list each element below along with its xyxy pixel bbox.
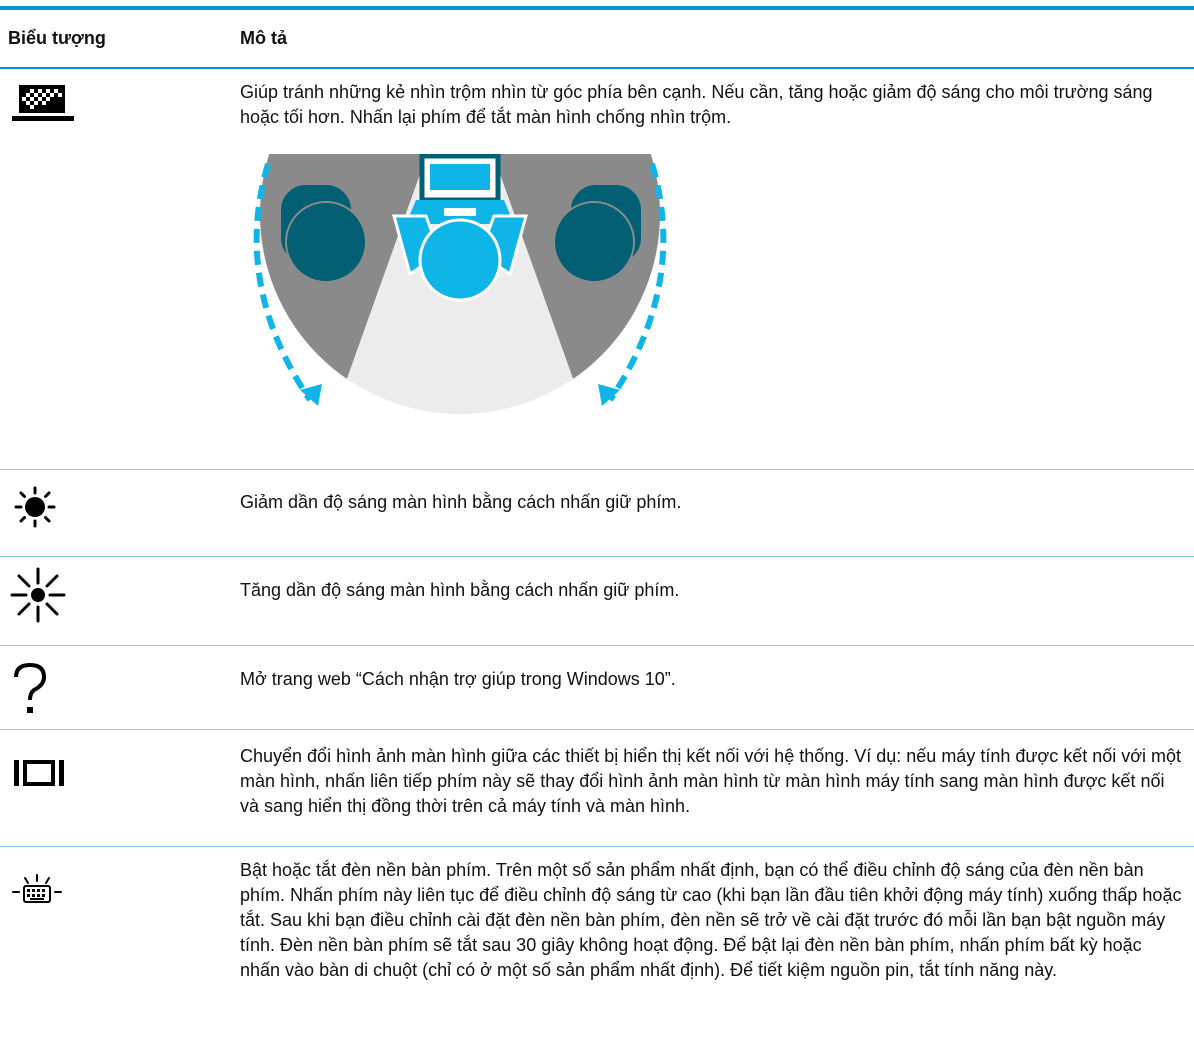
switch-display-icon [10, 758, 90, 793]
table-row [0, 730, 1194, 847]
row-description: Giúp tránh những kẻ nhìn trộm nhìn từ góc phía bên cạnh. Nếu cần, tăng hoặc giảm độ sáng cho môi trường sáng hoặc tối hơn. Nhấn lại phím để tắt màn hình chống nhìn trộm. [240, 82, 1153, 127]
table-row [0, 557, 1194, 646]
row-description: Mở trang web “Cách nhận trợ giúp trong Windows 10”. [240, 669, 676, 689]
brightness-down-icon [10, 482, 90, 537]
help-icon [10, 662, 90, 721]
row-description: Bật hoặc tắt đèn nền bàn phím. Trên một số sản phẩm nhất định, bạn có thể điều chỉnh độ sáng của đèn nền bàn phím. Nhấn phím này liên tục để điều chỉnh độ sáng từ cao (khi bạn lần đầu tiên khởi động máy tính) xuống thấp hoặc tắt. Sau khi bạn điều chỉnh cài đặt đèn nền bàn phím, đèn nền sẽ trở về cài đặt trước đó mỗi lần bạn bật nguồn máy tính. Đèn nền bàn phím sẽ tắt sau 30 giây không hoạt động. Để bật lại đèn nền bàn phím, nhấn phím bất kỳ hoặc nhấn vào bàn di chuột (chỉ có ở một số sản phẩm nhất định). Để tiết kiệm nguồn pin, tắt tính năng này. [240, 860, 1182, 980]
row-description: Chuyển đổi hình ảnh màn hình giữa các thiết bị hiển thị kết nối với hệ thống. Ví dụ: nếu máy tính được kết nối với một màn hình, nhấn liên tiếp phím này sẽ thay đổi hình ảnh màn hình từ màn hình máy tính sang màn hình được kết nối và sang hiển thị đồng thời trên cả máy tính và màn hình. [240, 746, 1182, 816]
table-row [0, 646, 1194, 730]
privacy-screen-illustration [240, 154, 680, 459]
table-header [0, 10, 1194, 69]
header-description-column: Mô tả [240, 28, 287, 48]
privacy-screen-icon [10, 81, 90, 130]
row-description: Giảm dần độ sáng màn hình bằng cách nhấn giữ phím. [240, 492, 682, 512]
table-row [0, 847, 1194, 1057]
brightness-up-icon [10, 567, 90, 628]
header-icon-column: Biểu tượng [8, 28, 106, 48]
table-row [0, 470, 1194, 557]
keyboard-backlight-icon [10, 873, 90, 918]
row-description: Tăng dần độ sáng màn hình bằng cách nhấn giữ phím. [240, 580, 680, 600]
table-row [0, 69, 1194, 470]
